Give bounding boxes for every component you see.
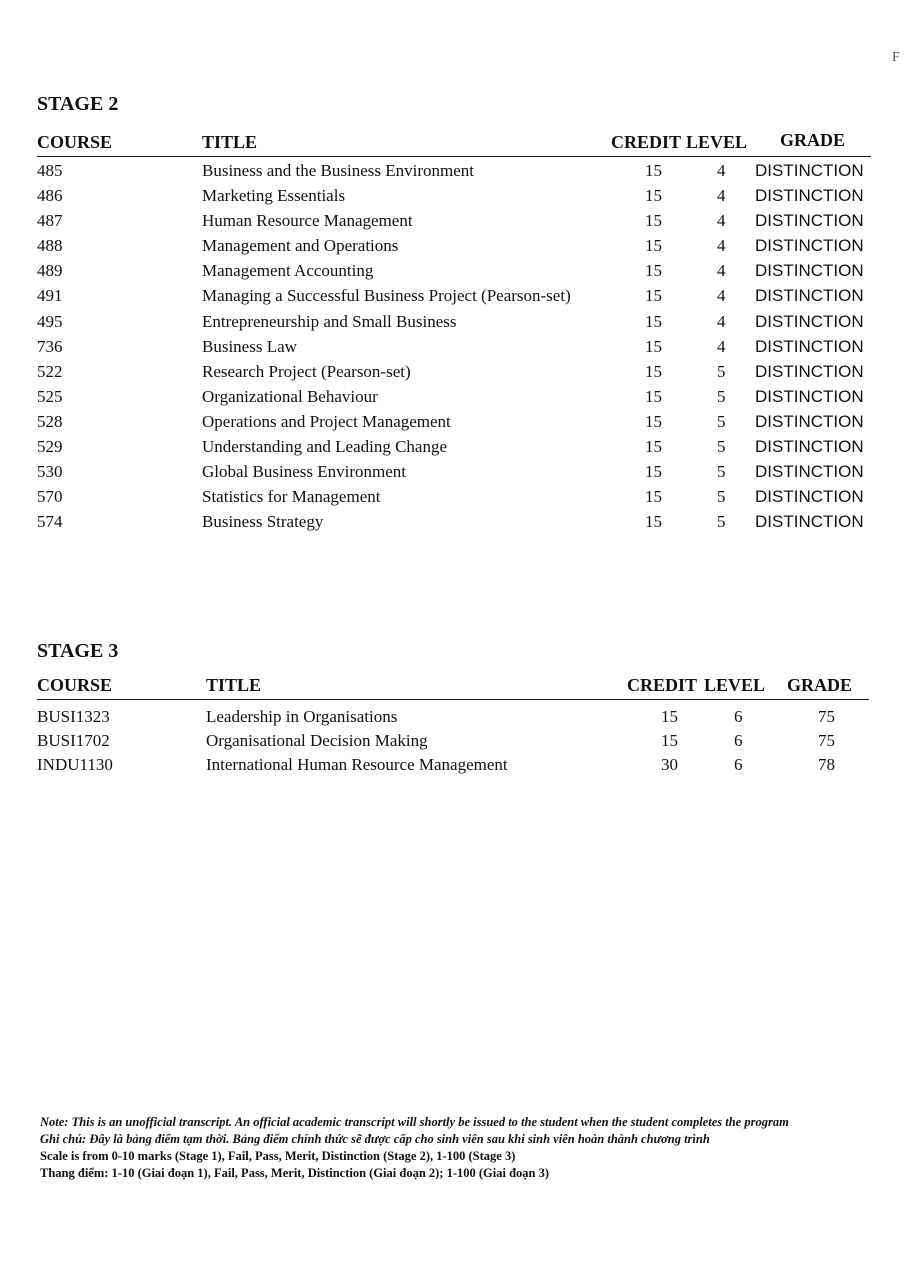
stage3-table — [37, 671, 869, 772]
stage2-table — [37, 128, 871, 533]
cell-grade: DISTINCTION — [755, 512, 864, 532]
header-credit: CREDIT — [611, 132, 682, 152]
cell-level: 4 — [717, 286, 726, 306]
table-row — [37, 308, 871, 333]
cell-title: Management and Operations — [202, 236, 399, 256]
cell-level: 5 — [717, 386, 726, 406]
cell-grade: DISTINCTION — [755, 311, 864, 331]
cell-course: 491 — [37, 286, 63, 306]
scale-vietnamese: Thang điểm: 1-10 (Giai đoạn 1), Fail, Pass, Merit, Distinction (Giai đoạn 2); 1-100 (Giai đoạn 3) — [40, 1166, 550, 1180]
cell-grade: DISTINCTION — [755, 336, 864, 356]
header-grade: GRADE — [787, 675, 853, 695]
cell-credit: 15 — [645, 186, 662, 206]
stage2-heading: STAGE 2 — [37, 93, 119, 115]
cell-course: 486 — [37, 186, 63, 206]
table-row — [37, 157, 871, 182]
table-row — [37, 408, 871, 433]
table-row — [37, 483, 871, 508]
cell-title: Statistics for Management — [202, 487, 381, 507]
stage2-table-body — [37, 157, 871, 533]
cell-course: 530 — [37, 462, 63, 482]
cell-title: Operations and Project Management — [202, 411, 451, 431]
cell-level: 4 — [717, 186, 726, 206]
cell-title: Leadership in Organisations — [206, 707, 398, 726]
cell-title: Organisational Decision Making — [206, 731, 428, 750]
cell-credit: 15 — [645, 261, 662, 281]
header-grade: GRADE — [780, 130, 846, 150]
cell-credit: 15 — [645, 161, 662, 180]
cell-level: 4 — [717, 311, 726, 331]
cell-grade: DISTINCTION — [755, 211, 864, 231]
stage2-table-header — [37, 128, 871, 157]
cell-grade: DISTINCTION — [755, 437, 864, 457]
table-row — [37, 358, 871, 383]
cell-level: 6 — [734, 707, 743, 726]
cell-title: Organizational Behaviour — [202, 386, 378, 406]
table-row — [37, 508, 871, 533]
note-english: Note: This is an unofficial transcript. An official academic transcript will shortly be issued to the student when the student completes the program — [40, 1115, 789, 1129]
cell-credit: 15 — [645, 311, 662, 331]
cell-course: BUSI1323 — [37, 707, 110, 726]
note-vietnamese: Ghi chú: Đây là bảng điểm tạm thời. Bảng điểm chính thức sẽ được cấp cho sinh viên sau khi sinh viên hoàn thành chương trình — [40, 1132, 710, 1146]
cell-level: 4 — [717, 261, 726, 281]
cell-credit: 15 — [645, 487, 662, 507]
cell-credit: 15 — [645, 286, 662, 306]
cell-title: Human Resource Management — [202, 211, 413, 231]
header-course: COURSE — [37, 675, 113, 695]
cell-grade: DISTINCTION — [755, 236, 864, 256]
header-credit: CREDIT — [627, 675, 698, 695]
cell-title: Managing a Successful Business Project (Pearson-set) — [202, 286, 571, 306]
header-level: LEVEL — [704, 675, 766, 695]
cell-credit: 15 — [645, 361, 662, 381]
header-level: LEVEL — [686, 132, 748, 152]
cell-credit: 30 — [661, 755, 678, 774]
cell-grade: 78 — [818, 755, 835, 774]
cell-title: Entrepreneurship and Small Business — [202, 311, 457, 331]
cell-credit: 15 — [645, 512, 662, 532]
cell-course: 487 — [37, 211, 63, 231]
cell-course: 574 — [37, 512, 63, 532]
table-row — [37, 433, 871, 458]
cell-grade: DISTINCTION — [755, 261, 864, 281]
cell-grade: 75 — [818, 731, 835, 750]
header-title: TITLE — [206, 675, 262, 695]
cell-credit: 15 — [645, 462, 662, 482]
cell-course: 736 — [37, 336, 63, 356]
cell-title: Global Business Environment — [202, 462, 406, 482]
cell-course: INDU1130 — [37, 755, 113, 774]
cell-level: 5 — [717, 487, 726, 507]
table-row — [37, 232, 871, 257]
cell-level: 4 — [717, 211, 726, 231]
cell-level: 5 — [717, 462, 726, 482]
cell-level: 4 — [717, 236, 726, 256]
cell-credit: 15 — [645, 386, 662, 406]
cell-course: BUSI1702 — [37, 731, 110, 750]
cell-grade: DISTINCTION — [755, 462, 864, 482]
cell-title: Business Law — [202, 336, 297, 356]
cell-grade: DISTINCTION — [755, 361, 864, 381]
scale-english: Scale is from 0-10 marks (Stage 1), Fail, Pass, Merit, Distinction (Stage 2), 1-100 (Stage 3) — [40, 1149, 516, 1163]
cell-grade: DISTINCTION — [755, 411, 864, 431]
cell-course: 522 — [37, 361, 63, 381]
cell-credit: 15 — [645, 437, 662, 457]
cell-grade: DISTINCTION — [755, 487, 864, 507]
cell-course: 495 — [37, 311, 63, 331]
cell-level: 4 — [717, 336, 726, 356]
table-row — [37, 724, 869, 748]
cell-course: 489 — [37, 261, 63, 281]
cell-credit: 15 — [645, 336, 662, 356]
table-row — [37, 748, 869, 772]
cell-title: Management Accounting — [202, 261, 374, 281]
table-row — [37, 458, 871, 483]
cell-grade: DISTINCTION — [755, 161, 864, 180]
cell-title: Research Project (Pearson-set) — [202, 361, 411, 381]
table-row — [37, 282, 871, 307]
table-row — [37, 333, 871, 358]
stage3-table-body — [37, 700, 869, 772]
table-row — [37, 700, 869, 724]
cell-credit: 15 — [661, 731, 678, 750]
cell-title: Business and the Business Environment — [202, 161, 474, 180]
cell-grade: DISTINCTION — [755, 386, 864, 406]
cell-grade: DISTINCTION — [755, 186, 864, 206]
cell-credit: 15 — [661, 707, 678, 726]
cell-level: 6 — [734, 731, 743, 750]
cell-level: 5 — [717, 512, 726, 532]
table-row — [37, 182, 871, 207]
cell-credit: 15 — [645, 236, 662, 256]
cell-level: 5 — [717, 437, 726, 457]
cell-level: 4 — [717, 161, 726, 180]
cell-level: 5 — [717, 361, 726, 381]
cell-level: 6 — [734, 755, 743, 774]
cell-title: International Human Resource Management — [206, 755, 508, 774]
cell-course: 529 — [37, 437, 63, 457]
table-row — [37, 383, 871, 408]
cell-course: 528 — [37, 411, 63, 431]
corner-mark: F — [892, 50, 900, 65]
cell-course: 570 — [37, 487, 63, 507]
cell-course: 525 — [37, 386, 63, 406]
cell-credit: 15 — [645, 411, 662, 431]
cell-level: 5 — [717, 411, 726, 431]
cell-course: 485 — [37, 161, 63, 180]
table-row — [37, 207, 871, 232]
cell-grade: 75 — [818, 707, 835, 726]
transcript-notes — [40, 1114, 870, 1182]
cell-title: Understanding and Leading Change — [202, 437, 448, 457]
cell-title: Marketing Essentials — [202, 186, 346, 206]
cell-grade: DISTINCTION — [755, 286, 864, 306]
header-title: TITLE — [202, 132, 258, 152]
stage3-heading: STAGE 3 — [37, 640, 119, 662]
stage3-table-header — [37, 671, 869, 700]
cell-course: 488 — [37, 236, 63, 256]
header-course: COURSE — [37, 132, 113, 152]
table-row — [37, 257, 871, 282]
cell-credit: 15 — [645, 211, 662, 231]
cell-title: Business Strategy — [202, 512, 324, 532]
